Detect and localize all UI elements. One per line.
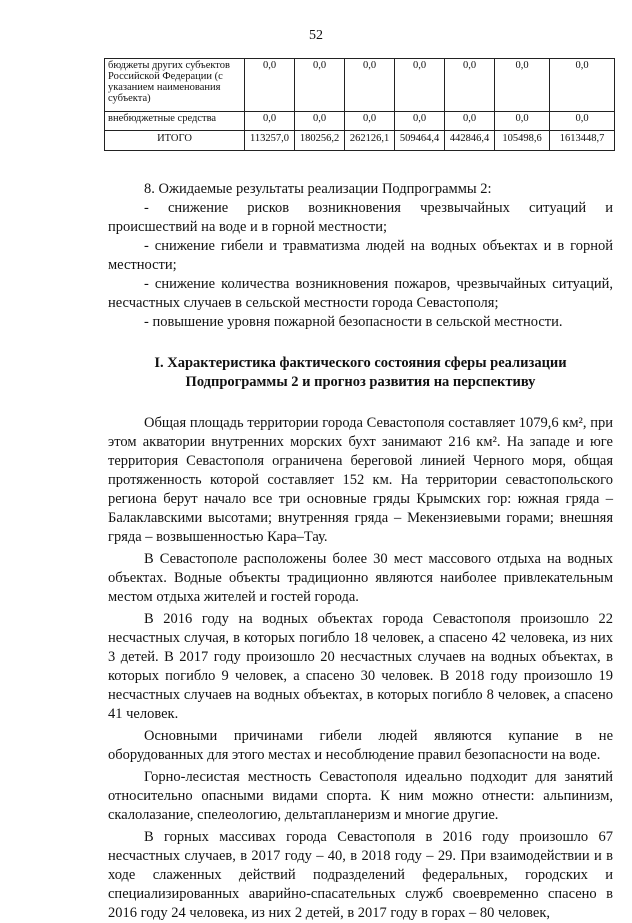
paragraph: В горных массивах города Севастополя в 2016 году произошло 67 несчастных случаев, в 2017 году – 40, в 2018 году – 29. При взаимодействии и в ходе слаженных действий подразделений федеральных, городских и специализированных аварийно-спасательных служб своевременно спасено в 2016 году 24 человека, из них 2 детей, в 2017 году в горах – 80 человек,	[108, 829, 613, 921]
table-cell: 262126,1	[345, 131, 395, 151]
results-item: - снижение количества возникновения пожаров, чрезвычайных ситуаций, несчастных случаев в сельской местности города Севастополя;	[108, 276, 613, 311]
table-row	[105, 112, 615, 131]
results-heading: 8. Ожидаемые результаты реализации Подпрограммы 2:	[144, 181, 492, 197]
paragraph: В 2016 году на водных объектах города Севастополя произошло 22 несчастных случая, в которых погибло 18 человек, а спасено 42 человека, из них 3 детей. В 2017 году произошло 20 несчастных случаев на водных объектах, в которых погибло 9 человек, а спасено 30 человек. В 2018 году произошло 19 несчастных случаев на водных объектах, в которых погибло 8 человек, а спасено 41 человек.	[108, 611, 613, 722]
table-cell: 0,0	[395, 112, 445, 131]
funding-table	[104, 58, 615, 151]
table-cell: 442846,4	[445, 131, 495, 151]
table-cell: 0,0	[550, 59, 615, 112]
paragraph: В Севастополе расположены более 30 мест массового отдыха на водных объектах. Водные объекты традиционно являются наиболее привлекательным местом отдыха жителей и гостей города.	[108, 551, 613, 605]
row-label: бюджеты других субъектов Российской Федерации (с указанием наименования субъекта)	[105, 59, 245, 112]
table-cell: 0,0	[395, 59, 445, 112]
table-cell: 0,0	[445, 112, 495, 131]
table-cell: 0,0	[345, 112, 395, 131]
section-title: I. Характеристика фактического состояния сферы реализации Подпрограммы 2 и прогноз развития на перспективу	[154, 355, 567, 390]
table-cell: 0,0	[495, 112, 550, 131]
table-cell: 113257,0	[245, 131, 295, 151]
results-item: - снижение рисков возникновения чрезвычайных ситуаций и происшествий на воде и в горной местности;	[108, 200, 613, 235]
paragraph: Основными причинами гибели людей являются купание в не оборудованных для этого местах и несоблюдение правил безопасности на воде.	[108, 728, 613, 763]
table-cell: 0,0	[295, 59, 345, 112]
table-cell: 0,0	[345, 59, 395, 112]
paragraph: Общая площадь территории города Севастополя составляет 1079,6 км², при этом акватории внутренних морских бухт занимают 216 км². На западе и юге территория Севастополя ограничена береговой линией Черного моря, общая протяженность которой составляет 152 км. На территории севастопольского региона берут начало все три основные гряды Крымских гор: южная гряда – Балаклавскими высотами; внутренняя гряда – Мекензиевыми горами; внешняя гряда – возвышенностью Кара–Тау.	[108, 415, 613, 545]
results-item: - повышение уровня пожарной безопасности в сельской местности.	[144, 314, 563, 330]
paragraph: Горно-лесистая местность Севастополя идеально подходит для занятий относительно опасными видами спорта. К ним можно отнести: альпинизм, скалолазание, спелеологию, дельтапланеризм и многие другие.	[108, 769, 613, 823]
table-cell: 180256,2	[295, 131, 345, 151]
table-cell: 105498,6	[495, 131, 550, 151]
row-label: внебюджетные средства	[105, 112, 245, 131]
row-label: ИТОГО	[105, 131, 245, 151]
table-row	[105, 59, 615, 112]
table-row-total	[105, 131, 615, 151]
page-number: 52	[309, 28, 323, 43]
table-cell: 0,0	[495, 59, 550, 112]
table-cell: 0,0	[295, 112, 345, 131]
table-cell: 0,0	[245, 59, 295, 112]
table-cell: 509464,4	[395, 131, 445, 151]
table-cell: 0,0	[245, 112, 295, 131]
document-body	[108, 180, 613, 923]
table-cell: 0,0	[550, 112, 615, 131]
table-cell: 0,0	[445, 59, 495, 112]
table-cell: 1613448,7	[550, 131, 615, 151]
results-item: - снижение гибели и травматизма людей на водных объектах и в горной местности;	[108, 238, 613, 273]
